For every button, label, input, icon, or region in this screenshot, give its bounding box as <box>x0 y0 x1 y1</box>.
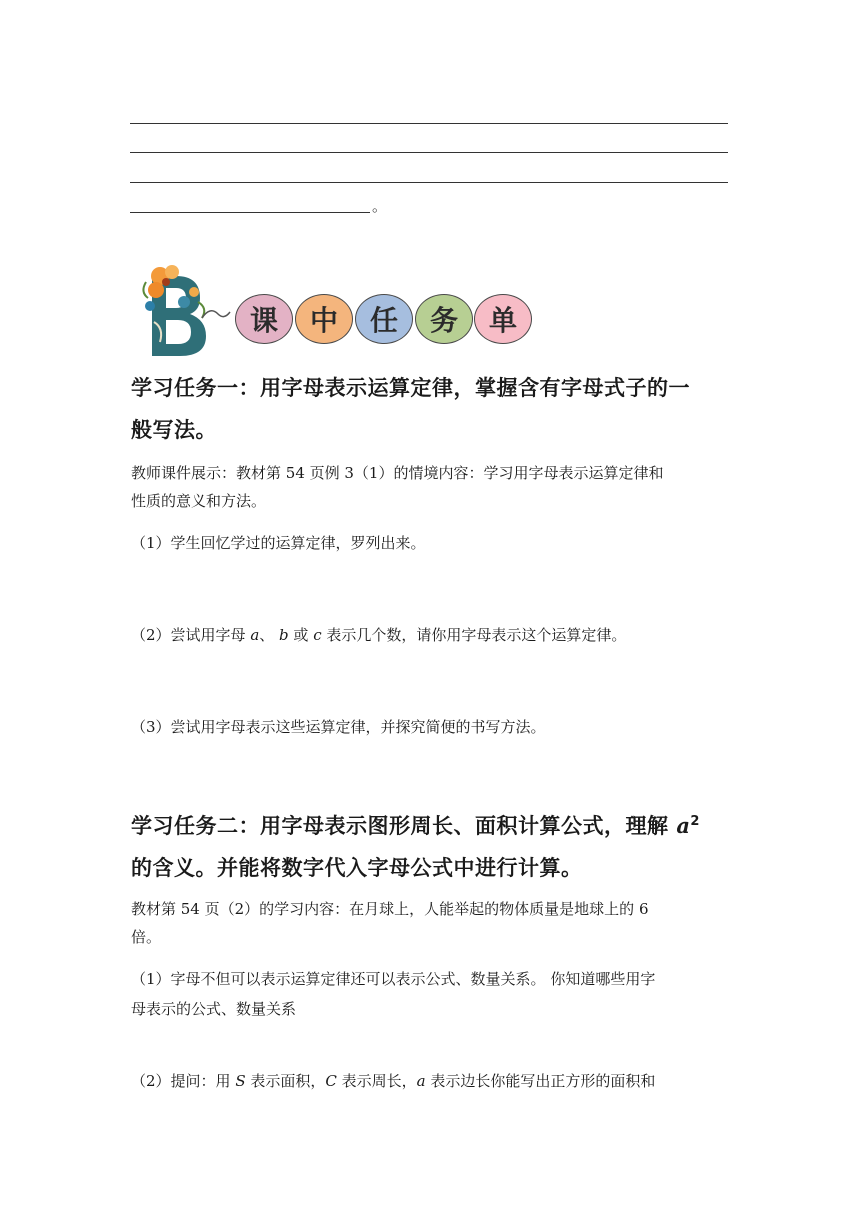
var-s: S <box>235 1072 246 1090</box>
banner-char-ren: 任 <box>355 294 413 344</box>
text-span: （2）尝试用字母 <box>131 626 251 644</box>
answer-line <box>130 152 728 153</box>
banner-char-dan: 单 <box>474 294 532 344</box>
task1-item1: （1）学生回忆学过的运算定律，罗列出来。 <box>131 534 426 552</box>
var-c: C <box>325 1072 337 1090</box>
answer-line <box>130 182 728 183</box>
var-a: a <box>250 626 260 644</box>
task2-intro-line1: 教材第 54 页（2）的学习内容：在月球上，人能举起的物体质量是地球上的 6 <box>131 900 649 918</box>
text-span: 、 <box>259 626 280 644</box>
task1-heading-line1: 学习任务一：用字母表示运算定律，掌握含有字母式子的一 <box>131 376 690 400</box>
text-span: 表示边长你能写出正方形的面积和 <box>425 1072 656 1090</box>
var-c: c <box>313 626 322 644</box>
task1-intro-line2: 性质的意义和方法。 <box>131 492 267 510</box>
text-span: 学习任务二：用字母表示图形周长、面积计算公式，理解 <box>131 814 677 838</box>
text-span: 或 <box>288 626 314 644</box>
banner-char-wu: 务 <box>415 294 473 344</box>
task1-item3: （3）尝试用字母表示这些运算定律，并探究简便的书写方法。 <box>131 718 546 736</box>
answer-line <box>130 212 370 213</box>
answer-end-mark: 。 <box>372 197 388 215</box>
task2-heading-line1 <box>131 806 731 846</box>
text-span: （2）提问：用 <box>131 1072 236 1090</box>
task2-item1-line2: 母表示的公式、数量关系 <box>131 1000 297 1018</box>
task2-item1-line1: （1）字母不但可以表示运算定律还可以表示公式、数量关系。 你知道哪些用字 <box>131 970 656 988</box>
var-a: a <box>676 813 691 838</box>
task1-intro-line1: 教师课件展示：教材第 54 页例 3（1）的情境内容：学习用字母表示运算定律和 <box>131 464 664 482</box>
banner-char-ke: 课 <box>235 294 293 344</box>
banner-char-zhong: 中 <box>295 294 353 344</box>
text-span: 表示周长， <box>336 1072 417 1090</box>
task2-heading-line2: 的含义。并能将数字代入字母公式中进行计算。 <box>131 856 583 880</box>
text-span: 表示面积， <box>245 1072 326 1090</box>
text-span: 表示几个数，请你用字母表示这个运算定律。 <box>321 626 627 644</box>
task1-heading-line2: 般写法。 <box>131 418 217 442</box>
task2-intro-line2: 倍。 <box>131 928 162 946</box>
task1-item2 <box>131 620 731 650</box>
task2-item2 <box>131 1066 731 1096</box>
var-a: a <box>416 1072 426 1090</box>
superscript: 2 <box>690 814 700 829</box>
var-b: b <box>279 626 289 644</box>
answer-line <box>130 123 728 124</box>
